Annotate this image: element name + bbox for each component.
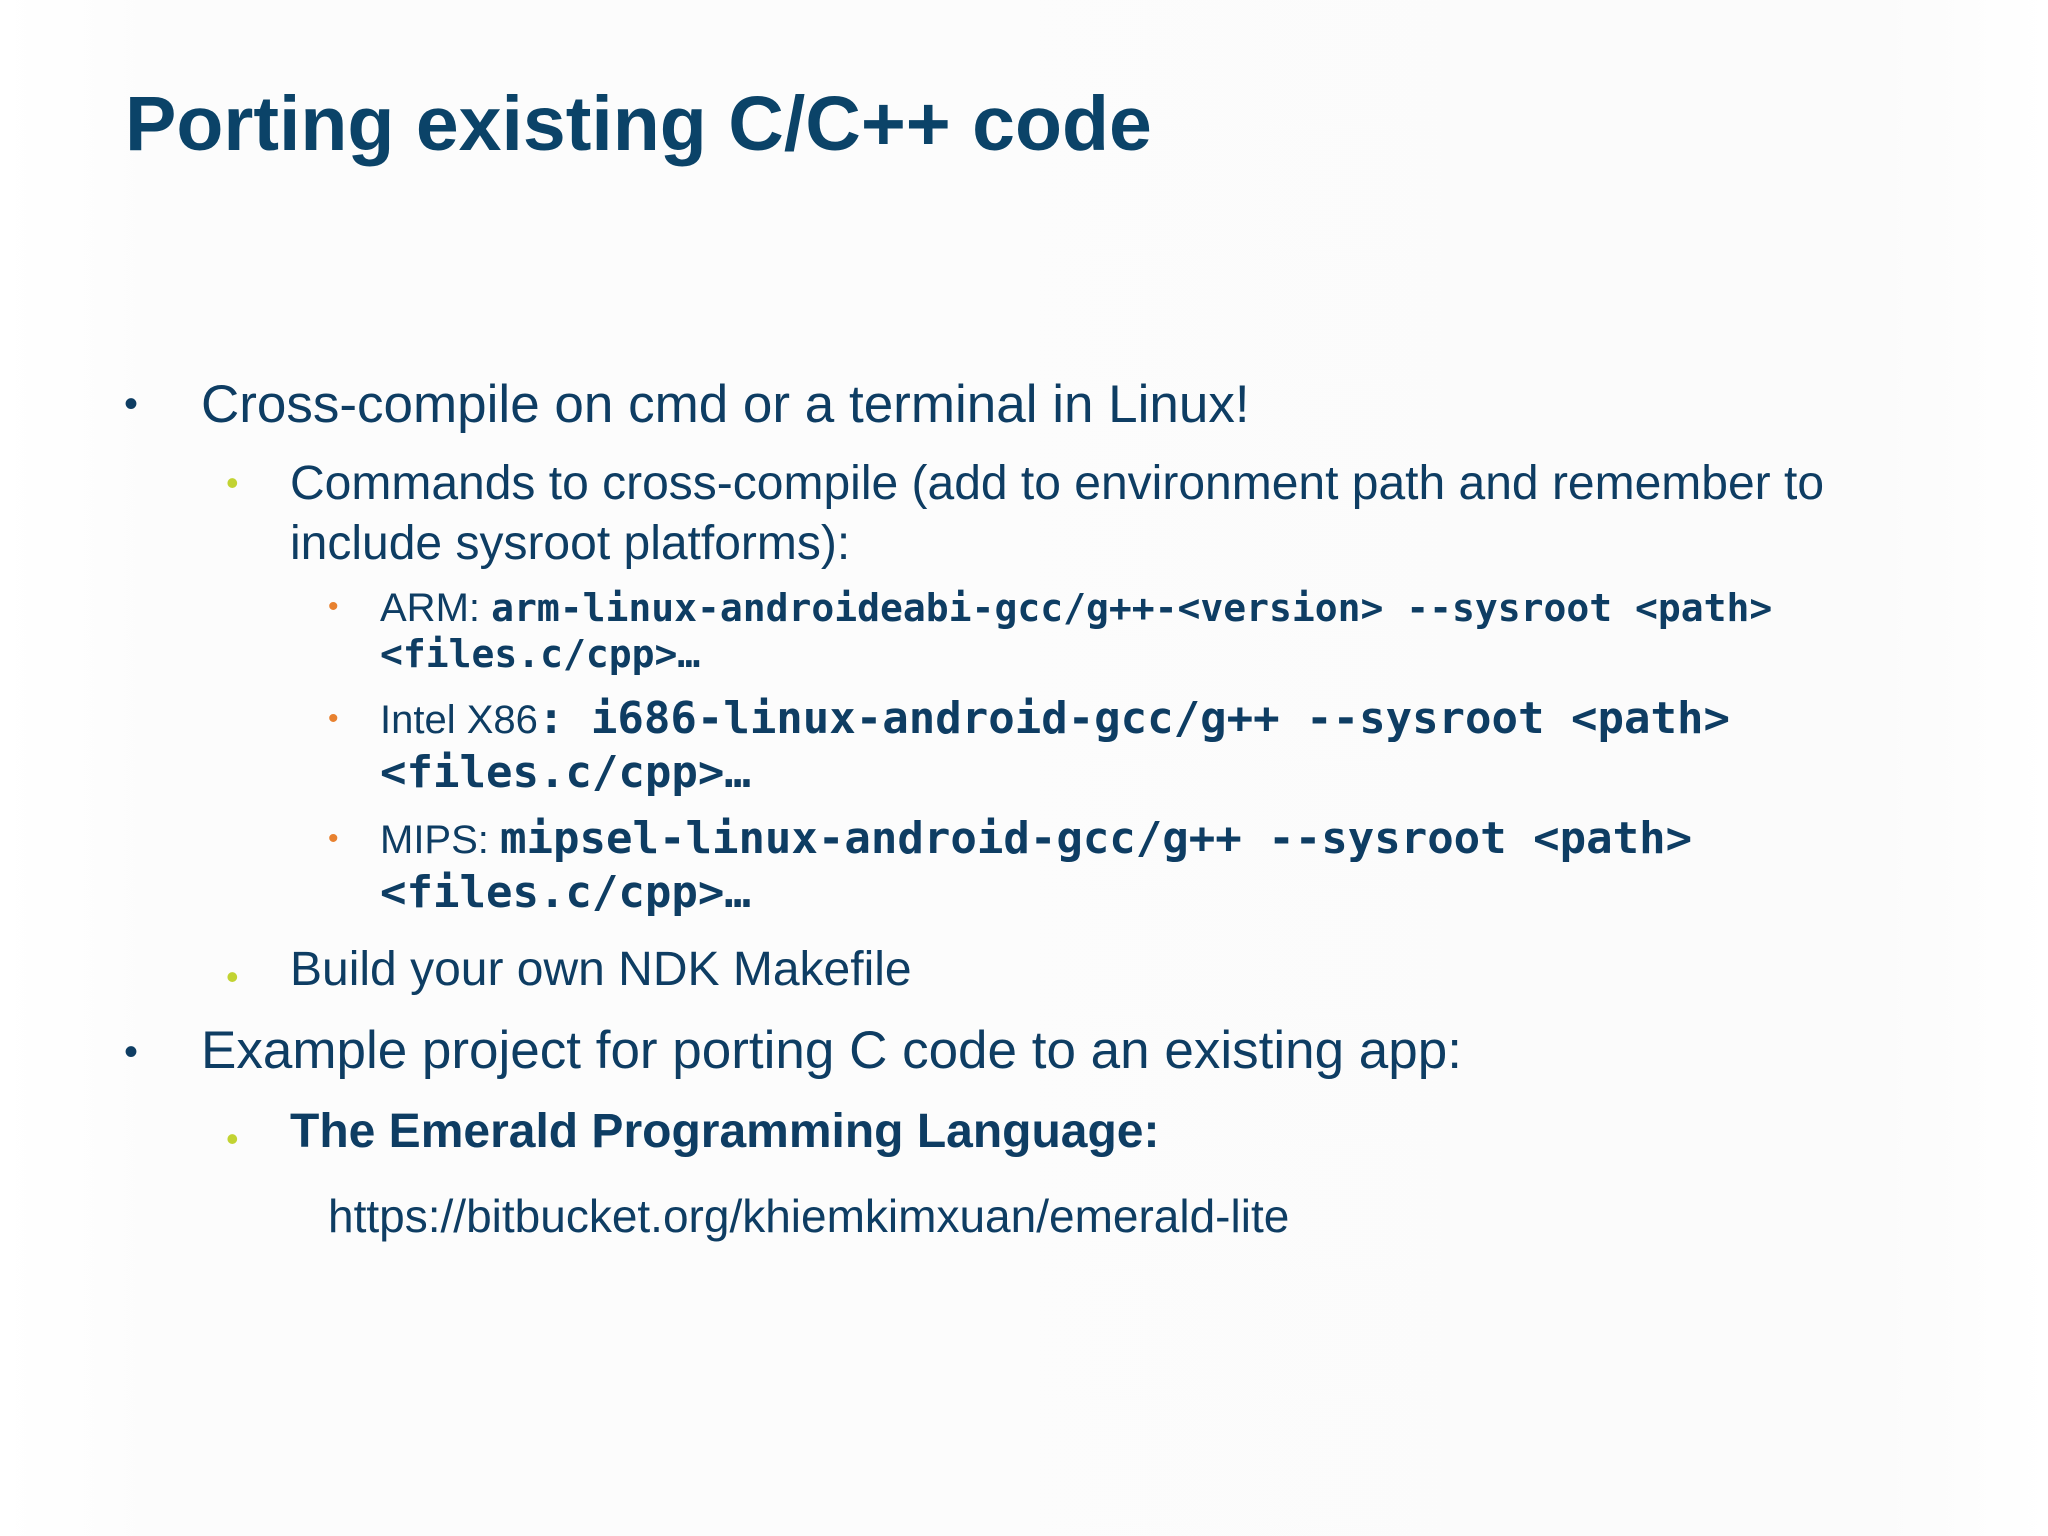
x86-label: Intel X86 [380, 698, 538, 742]
bullet-emerald: The Emerald Programming Language: [290, 1105, 1160, 1158]
arm-label: ARM: [380, 586, 492, 630]
bullet-commands-line1: Commands to cross-compile (add to environment path and remember to [290, 457, 1825, 510]
bullet-commands-line2: include sysroot platforms): [290, 517, 851, 570]
mips-line [380, 812, 1692, 866]
bullet-l2: • [226, 956, 239, 997]
x86-code: : i686-linux-android-gcc/g++ --sysroot <path> [537, 693, 1730, 744]
emerald-url-link[interactable]: https://bitbucket.org/khiemkimxuan/emerald-lite [328, 1190, 1290, 1242]
mips-label: MIPS: [380, 818, 501, 862]
arm-code: arm-linux-androideabi-gcc/g++-<version> --sysroot <path> [491, 586, 1773, 630]
bullet-cross-compile: Cross-compile on cmd or a terminal in Linux! [201, 375, 1250, 434]
bullet-makefile: Build your own NDK Makefile [290, 943, 912, 996]
bullet-l3: • [328, 822, 339, 855]
bullet-l2: • [226, 462, 239, 503]
x86-line [380, 692, 1730, 746]
bullet-l3: • [328, 590, 339, 623]
x86-code-continued: <files.c/cpp>… [380, 747, 751, 798]
arm-line [380, 584, 1772, 632]
slide-title: Porting existing C/C++ code [125, 81, 1152, 167]
mips-code-continued: <files.c/cpp>… [380, 867, 751, 918]
mips-code: mipsel-linux-android-gcc/g++ --sysroot <path> [500, 813, 1693, 864]
bullet-l3: • [328, 702, 339, 735]
bullet-example-project: Example project for porting C code to an existing app: [201, 1021, 1462, 1080]
arm-code-continued: <files.c/cpp>… [380, 632, 701, 676]
bullet-l1: • [124, 1030, 139, 1074]
bullet-l1: • [124, 382, 139, 426]
bullet-l2: • [226, 1118, 239, 1159]
